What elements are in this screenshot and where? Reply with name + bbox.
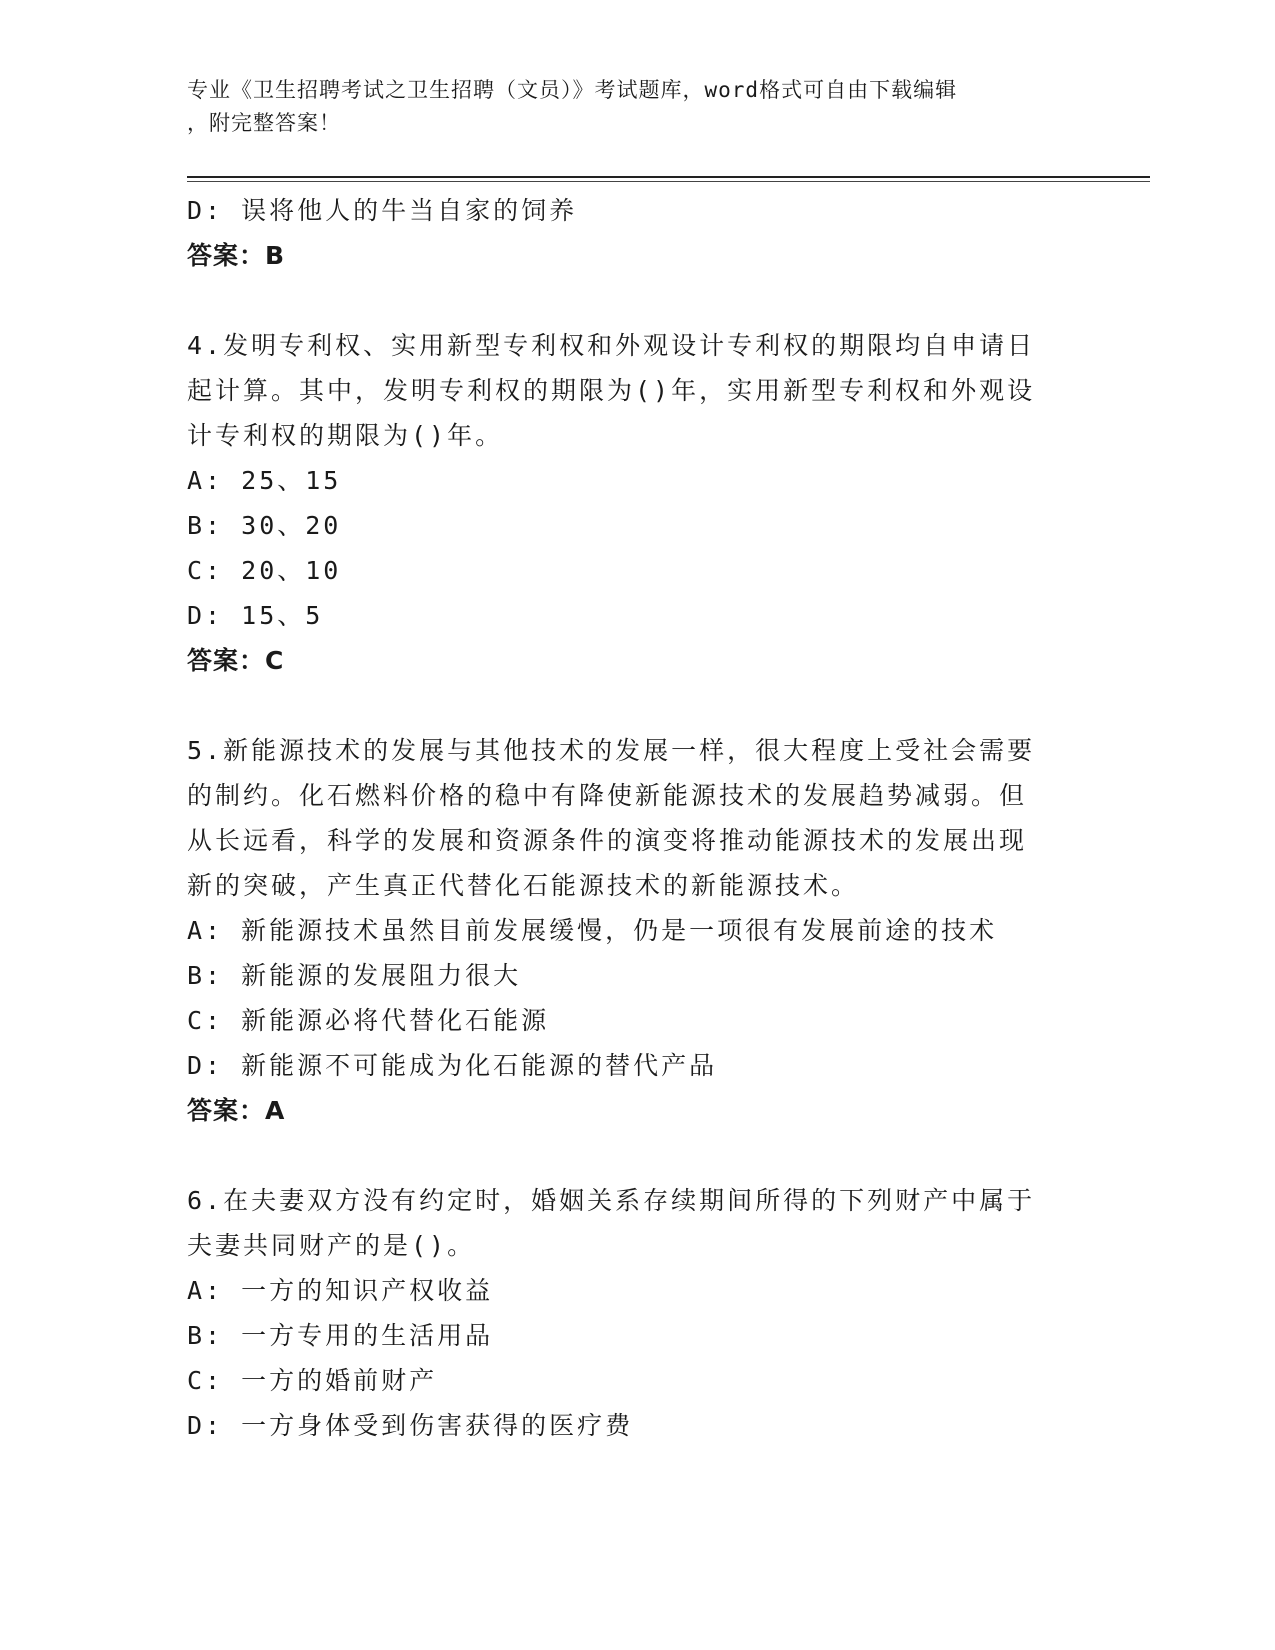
header-divider-thin bbox=[187, 181, 1150, 182]
question-6 bbox=[187, 1178, 1067, 1448]
option-b: B: 30、20 bbox=[187, 511, 342, 540]
question-content bbox=[187, 188, 1067, 1448]
option-c: C: 20、10 bbox=[187, 556, 342, 585]
question-stem bbox=[187, 323, 1067, 458]
header-line-2: ，附完整答案！ bbox=[187, 111, 341, 135]
header-divider-thick bbox=[187, 176, 1150, 178]
stem-line: 5.新能源技术的发展与其他技术的发展一样，很大程度上受社会需要 bbox=[187, 736, 1036, 765]
stem-line: 从长远看，科学的发展和资源条件的演变将推动能源技术的发展出现 bbox=[187, 826, 1028, 855]
question-4 bbox=[187, 323, 1067, 683]
question-3-fragment bbox=[187, 188, 1067, 278]
header-line-1: 专业《卫生招聘考试之卫生招聘（文员）》考试题库，word格式可自由下载编辑 bbox=[187, 78, 958, 102]
option-a: A: 25、15 bbox=[187, 466, 342, 495]
spacer bbox=[187, 278, 1067, 323]
stem-line: 夫妻共同财产的是()。 bbox=[187, 1231, 476, 1260]
stem-line: 的制约。化石燃料价格的稳中有降使新能源技术的发展趋势减弱。但 bbox=[187, 781, 1028, 810]
spacer bbox=[187, 1133, 1067, 1178]
stem-line: 4.发明专利权、实用新型专利权和外观设计专利权的期限均自申请日 bbox=[187, 331, 1036, 360]
option-d: D: 一方身体受到伤害获得的医疗费 bbox=[187, 1411, 634, 1440]
option-d: D: 误将他人的牛当自家的饲养 bbox=[187, 196, 578, 225]
question-stem bbox=[187, 728, 1067, 908]
option-d: D: 新能源不可能成为化石能源的替代产品 bbox=[187, 1051, 718, 1080]
spacer bbox=[187, 683, 1067, 728]
document-header bbox=[187, 74, 1067, 140]
stem-line: 新的突破，产生真正代替化石能源技术的新能源技术。 bbox=[187, 871, 860, 900]
answer-line: 答案：B bbox=[187, 241, 286, 270]
question-5 bbox=[187, 728, 1067, 1133]
option-b: B: 新能源的发展阻力很大 bbox=[187, 961, 522, 990]
option-b: B: 一方专用的生活用品 bbox=[187, 1321, 494, 1350]
stem-line: 起计算。其中，发明专利权的期限为()年，实用新型专利权和外观设 bbox=[187, 376, 1036, 405]
option-c: C: 新能源必将代替化石能源 bbox=[187, 1006, 550, 1035]
option-c: C: 一方的婚前财产 bbox=[187, 1366, 438, 1395]
stem-line: 计专利权的期限为()年。 bbox=[187, 421, 504, 450]
answer-line: 答案：C bbox=[187, 646, 285, 675]
stem-line: 6.在夫妻双方没有约定时，婚姻关系存续期间所得的下列财产中属于 bbox=[187, 1186, 1036, 1215]
answer-line: 答案：A bbox=[187, 1096, 286, 1125]
option-a: A: 新能源技术虽然目前发展缓慢，仍是一项很有发展前途的技术 bbox=[187, 916, 998, 945]
question-stem bbox=[187, 1178, 1067, 1268]
option-a: A: 一方的知识产权收益 bbox=[187, 1276, 494, 1305]
option-d: D: 15、5 bbox=[187, 601, 324, 630]
